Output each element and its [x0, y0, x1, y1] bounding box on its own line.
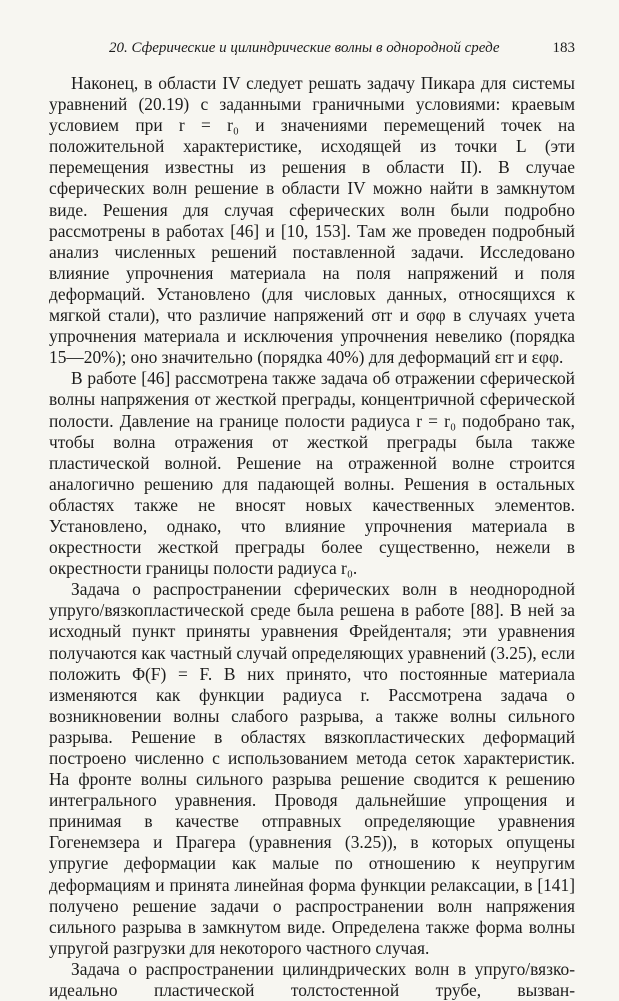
paragraph: Задача о распространении цилиндрических волн в упруго/вязко-идеально пластической толстостенной трубе, вызван- — [49, 958, 575, 1001]
body-text — [49, 73, 575, 1001]
page-number: 183 — [552, 40, 575, 56]
running-head — [49, 40, 575, 70]
paragraph: В работе [46] рассмотрена также задача об отражении сферической волны напряжения от жесткой преграды, концентричной сферической полости. Давление на границе полости радиуса r = r₀ подобрано так, чтобы волна отражения от жесткой преграды была также пластической волной. Решение на отраженной волне строится аналогично решению для падающей волны. Решения в остальных областях также не вносят новых качественных элементов. Установлено, однако, что влияние упрочнения материала в окрестности жесткой преграды более существенно, нежели в окрестности границы полости радиуса r₀. — [49, 368, 575, 579]
running-title: 20. Сферические и цилиндрические волны в однородной среде — [109, 40, 500, 56]
paragraph: Задача о распространении сферических волн в неоднородной упруго/вязкопластической среде была решена в работе [88]. В ней за исходный пункт приняты уравнения Фрейденталя; эти уравнения получаются как частный случай определяющих уравнений (3.25), если положить Φ(F) = F. В них принято, что постоянные материала изменяются как функции радиуса r. Рассмотрена задача о возникновении волны слабого разрыва, а также волны сильного разрыва. Решение в областях вязкопластических деформаций построено численно с использованием метода сеток характеристик. На фронте волны сильного разрыва решение сводится к решению интегрального уравнения. Проводя дальнейшие упрощения и принимая в качестве отправных определяющие уравнения Гогенемзера и Прагера (уравнения (3.25)), в которых опущены упругие деформации как малые по отношению к неупругим деформациям и принята линейная форма функции релаксации, в [141] получено решение задачи о распространении волн напряжения сильного разрыва в замкнутом виде. Определена также форма волны упругой разгрузки для некоторого частного случая. — [49, 579, 575, 958]
paragraph: Наконец, в области IV следует решать задачу Пикара для системы уравнений (20.19) с заданными граничными условиями: краевым условием при r = r₀ и значениями перемещений точек на положительной характеристике, исходящей из точки L (эти перемещения известны из решения в области II). В случае сферических волн решение в области IV можно найти в замкнутом виде. Решения для случая сферических волн были подробно рассмотрены в работах [46] и [10, 153]. Там же проведен подробный анализ численных решений поставленной задачи. Исследовано влияние упрочнения материала на поля напряжений и поля деформаций. Установлено (для числовых данных, относящихся к мягкой стали), что различие напряжений σrr и σφφ в случаях учета упрочнения материала и исключения упрочнения невелико (порядка 15—20%); оно значительно (порядка 40%) для деформаций εrr и εφφ. — [49, 73, 575, 368]
